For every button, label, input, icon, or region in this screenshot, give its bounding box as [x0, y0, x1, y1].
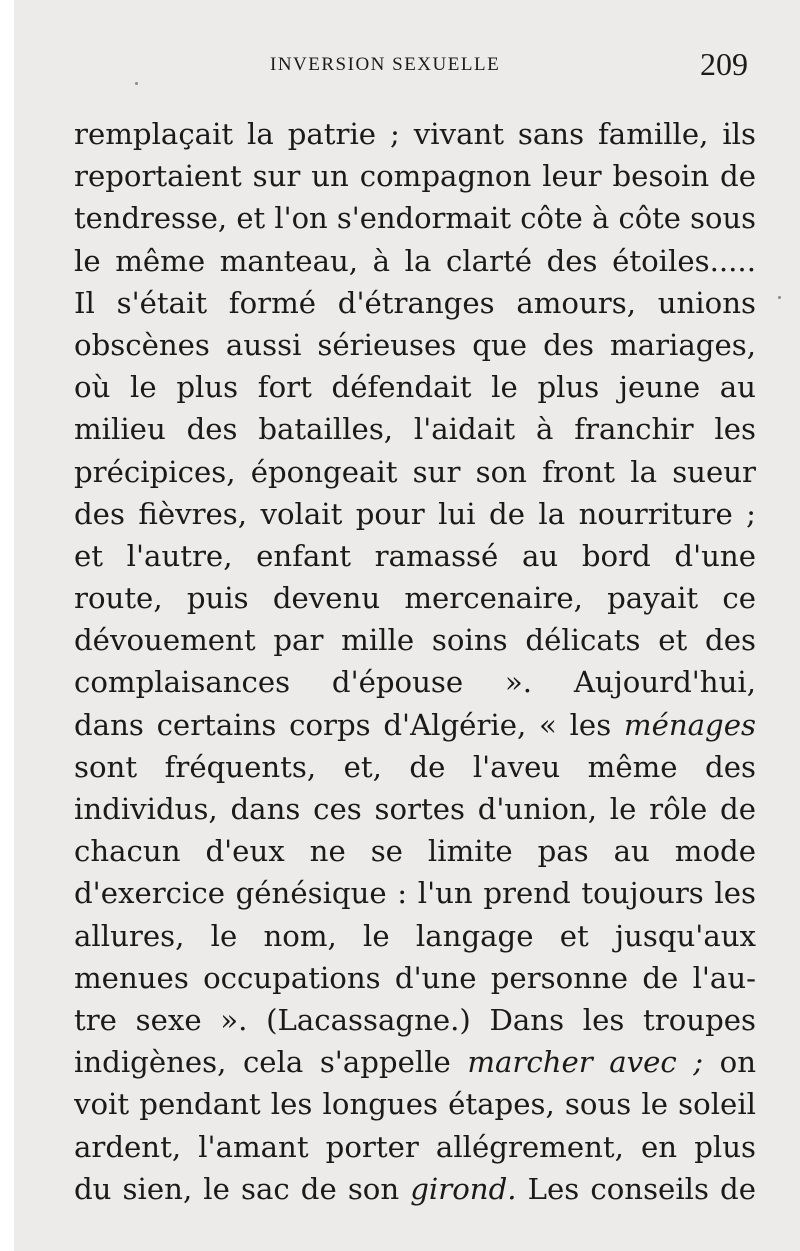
text-segment: individus, dans ces sortes d'union, le rôle de	[74, 792, 756, 826]
text-line	[74, 493, 756, 535]
text-line	[74, 451, 756, 493]
italic-text: marcher avec ;	[467, 1045, 704, 1080]
text-line	[74, 661, 756, 703]
text-segment: Les conseils de	[516, 1171, 756, 1206]
text-segment: complaisances d'épouse ». Aujourd'hui,	[74, 665, 756, 700]
text-segment: reportaient sur un compagnon leur besoin de	[74, 159, 756, 194]
text-line	[74, 1041, 756, 1083]
text-line	[74, 619, 756, 661]
text-line	[74, 746, 756, 788]
text-segment: précipices, épongeait sur son front la sueur	[74, 454, 756, 489]
text-segment: tendresse, et l'on s'endormait côte à côte sous	[74, 201, 756, 236]
text-segment: Il s'était formé d'étranges amours, unions	[74, 285, 756, 320]
text-line	[74, 282, 756, 324]
text-line	[74, 113, 756, 155]
text-line	[74, 957, 756, 999]
body-text	[74, 113, 756, 1210]
paper-speck	[778, 296, 781, 299]
text-segment: du sien, le sac de son	[74, 1171, 411, 1206]
text-line	[74, 788, 756, 830]
text-line	[74, 197, 756, 239]
text-line	[74, 535, 756, 577]
page-number: 209	[700, 46, 748, 82]
text-segment: remplaçait la patrie ; vivant sans famille, ils	[74, 117, 756, 151]
text-line	[74, 240, 756, 282]
text-line	[74, 872, 756, 914]
running-header	[14, 40, 800, 90]
text-segment: on	[703, 1045, 756, 1080]
text-segment: dévouement par mille soins délicats et des	[74, 623, 756, 658]
text-segment: chacun d'eux ne se limite pas au mode	[74, 834, 756, 869]
text-segment: menues occupations d'une personne de l'au-	[74, 960, 756, 995]
text-segment: indigènes, cela s'appelle	[74, 1045, 468, 1080]
text-segment: le même manteau, à la clarté des étoiles.....	[74, 243, 756, 278]
text-segment: des fièvres, volait pour lui de la nourriture ;	[74, 496, 756, 531]
text-segment: sont fréquents, et, de l'aveu même des	[74, 749, 756, 784]
text-line	[74, 577, 756, 619]
text-segment: dans certains corps d'Algérie, « les	[74, 707, 624, 742]
italic-text: ménages	[623, 707, 756, 742]
text-segment: et l'autre, enfant ramassé au bord d'une	[74, 538, 756, 573]
text-segment: milieu des batailles, l'aidait à franchir les	[74, 412, 756, 447]
text-segment: tre sexe ». (Lacassagne.) Dans les troupes	[74, 1002, 756, 1037]
text-segment: voit pendant les longues étapes, sous le soleil	[74, 1087, 756, 1122]
text-segment: obscènes aussi sérieuses que des mariages,	[74, 327, 756, 362]
text-segment: route, puis devenu mercenaire, payait ce	[74, 581, 756, 616]
text-line	[74, 366, 756, 408]
text-segment: allures, le nom, le langage et jusqu'aux	[74, 918, 756, 953]
text-line	[74, 830, 756, 872]
text-segment: où le plus fort défendait le plus jeune au	[74, 370, 756, 405]
text-line	[74, 324, 756, 366]
italic-text: girond.	[410, 1171, 517, 1206]
text-line	[74, 1126, 756, 1168]
paper-speck	[135, 82, 138, 85]
text-segment: ardent, l'amant porter allégrement, en plus	[74, 1129, 756, 1164]
text-line	[74, 999, 756, 1041]
text-line	[74, 1083, 756, 1125]
text-line	[74, 915, 756, 957]
text-line	[74, 704, 756, 746]
text-line	[74, 408, 756, 450]
running-title: INVERSION SEXUELLE	[270, 54, 501, 75]
text-line	[74, 1168, 756, 1210]
text-segment: d'exercice génésique : l'un prend toujours les	[74, 876, 756, 911]
text-line	[74, 155, 756, 197]
